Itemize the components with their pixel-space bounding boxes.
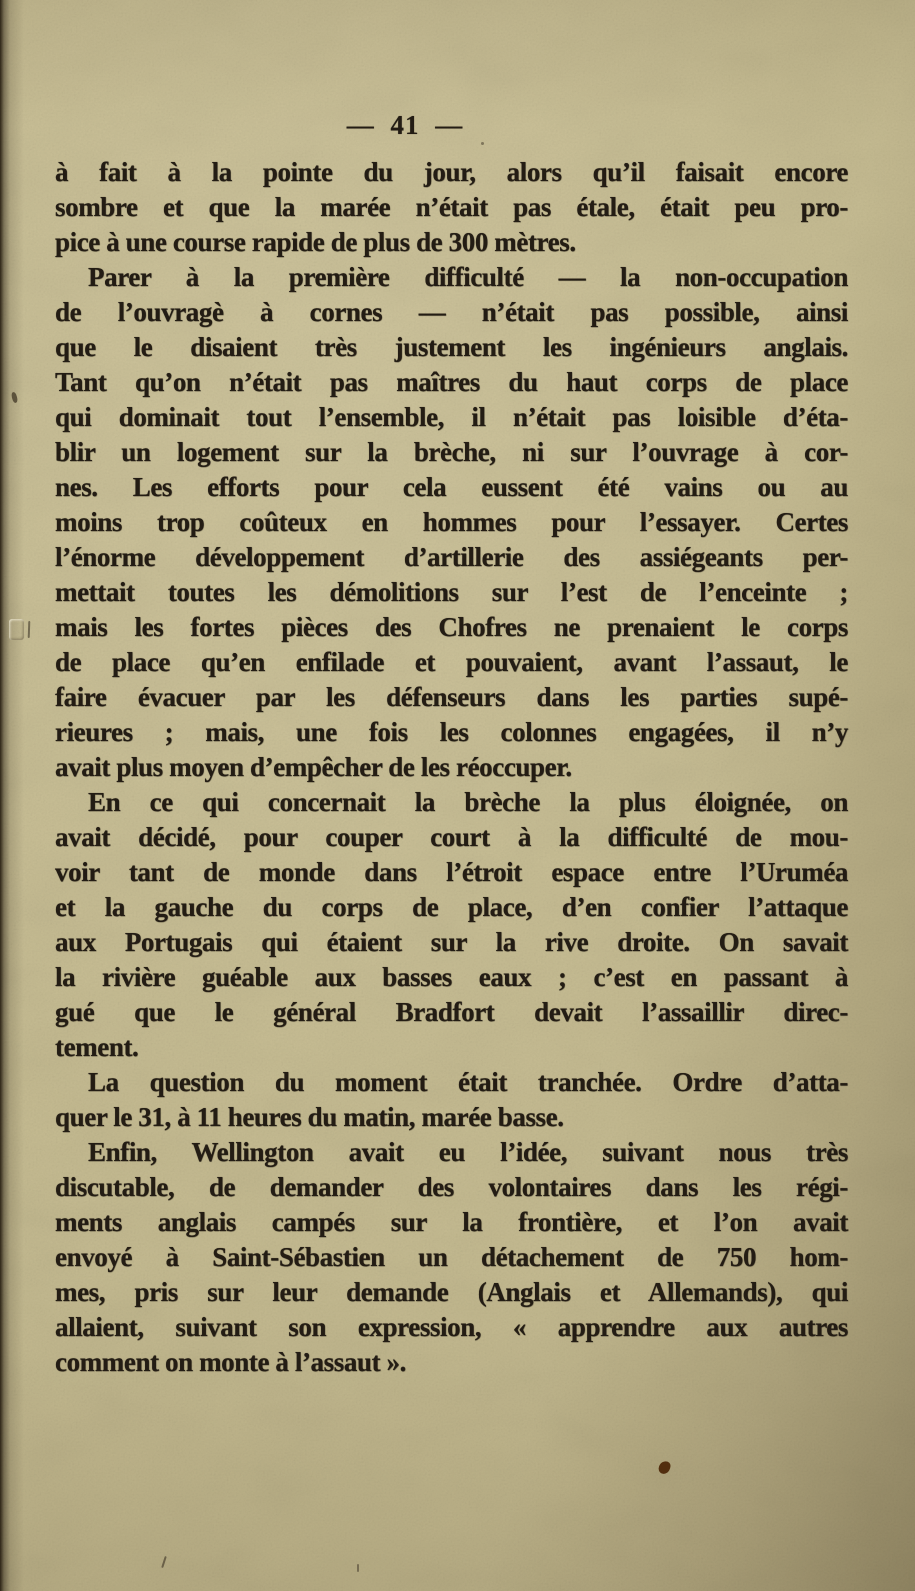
text-line: nes. Les efforts pour cela eussent été vains ou au: [55, 472, 848, 502]
text-line: discutable, de demander des volontaires dans les régi-: [55, 1172, 848, 1202]
pencil-tick-mark: [11, 392, 19, 404]
text-line: allaient, suivant son expression, « apprendre aux autres: [55, 1312, 848, 1342]
text-line: avait plus moyen d’empêcher de les réoccuper.: [55, 752, 572, 782]
text-line: et la gauche du corps de place, d’en confier l’attaque: [55, 892, 848, 922]
text-line: avait décidé, pour couper court à la difficulté de mou-: [55, 822, 848, 852]
small-scratch-mark: [161, 1556, 167, 1568]
text-line: aux Portugais qui étaient sur la rive droite. On savait: [55, 927, 848, 957]
text-line: faire évacuer par les défenseurs dans les parties supé-: [55, 682, 848, 712]
text-line: voir tant de monde dans l’étroit espace entre l’Uruméa: [55, 857, 848, 887]
text-line: blir un logement sur la brèche, ni sur l’ouvrage à cor-: [55, 437, 848, 467]
text-line: mais les fortes pièces des Chofres ne prenaient le corps: [55, 612, 848, 642]
text-line: à fait à la pointe du jour, alors qu’il faisait encore: [55, 157, 848, 187]
text-line: ments anglais campés sur la frontière, et l’on avait: [55, 1207, 848, 1237]
text-line: Tant qu’on n’était pas maîtres du haut corps de place: [55, 367, 848, 397]
paragraph: [55, 155, 848, 260]
text-line: moins trop coûteux en hommes pour l’essayer. Certes: [55, 507, 848, 537]
text-line: l’énorme développement d’artillerie des assiégeants per-: [55, 542, 848, 572]
text-line: Parer à la première difficulté — la non-occupation: [88, 262, 848, 292]
text-line: quer le 31, à 11 heures du matin, marée basse.: [55, 1102, 564, 1132]
text-line: la rivière guéable aux basses eaux ; c’est en passant à: [55, 962, 848, 992]
text-line: envoyé à Saint-Sébastien un détachement de 750 hom-: [55, 1242, 848, 1272]
text-line: comment on monte à l’assaut ».: [55, 1347, 406, 1377]
paragraph: [55, 260, 848, 785]
text-line: gué que le général Bradfort devait l’assaillir direc-: [55, 997, 848, 1027]
paragraph: [55, 1135, 848, 1380]
text-line: de l’ouvragè à cornes — n’était pas possible, ainsi: [55, 297, 848, 327]
text-line: qui dominait tout l’ensemble, il n’était pas loisible d’éta-: [55, 402, 848, 432]
text-line: tement.: [55, 1032, 139, 1062]
text-line: sombre et que la marée n’était pas étale, était peu pro-: [55, 192, 848, 222]
text-line: rieures ; mais, une fois les colonnes engagées, il n’y: [55, 717, 848, 747]
text-line: pice à une course rapide de plus de 300 mètres.: [55, 227, 576, 257]
ink-fleck: [657, 1460, 672, 1476]
paragraph: [55, 1065, 848, 1135]
text-line: mes, pris sur leur demande (Anglais et Allemands), qui: [55, 1277, 848, 1307]
page-number: — 41 —: [346, 110, 464, 140]
bracket-line-mark: [28, 621, 31, 638]
text-line: La question du moment était tranchée. Ordre d’atta-: [88, 1067, 848, 1097]
paragraph: [55, 785, 848, 1065]
text-line: En ce qui concernait la brèche la plus éloignée, on: [88, 787, 848, 817]
emboss-bracket-mark: [9, 619, 24, 640]
text-line: de place qu’en enfilade et pouvaient, avant l’assaut, le: [55, 647, 848, 677]
text-block: [55, 155, 848, 1380]
text-line: Enfin, Wellington avait eu l’idée, suivant nous très: [88, 1137, 848, 1167]
text-line: que le disaient très justement les ingénieurs anglais.: [55, 332, 848, 362]
text-line: mettait toutes les démolitions sur l’est de l’enceinte ;: [55, 577, 848, 607]
small-speck: [357, 1564, 359, 1572]
